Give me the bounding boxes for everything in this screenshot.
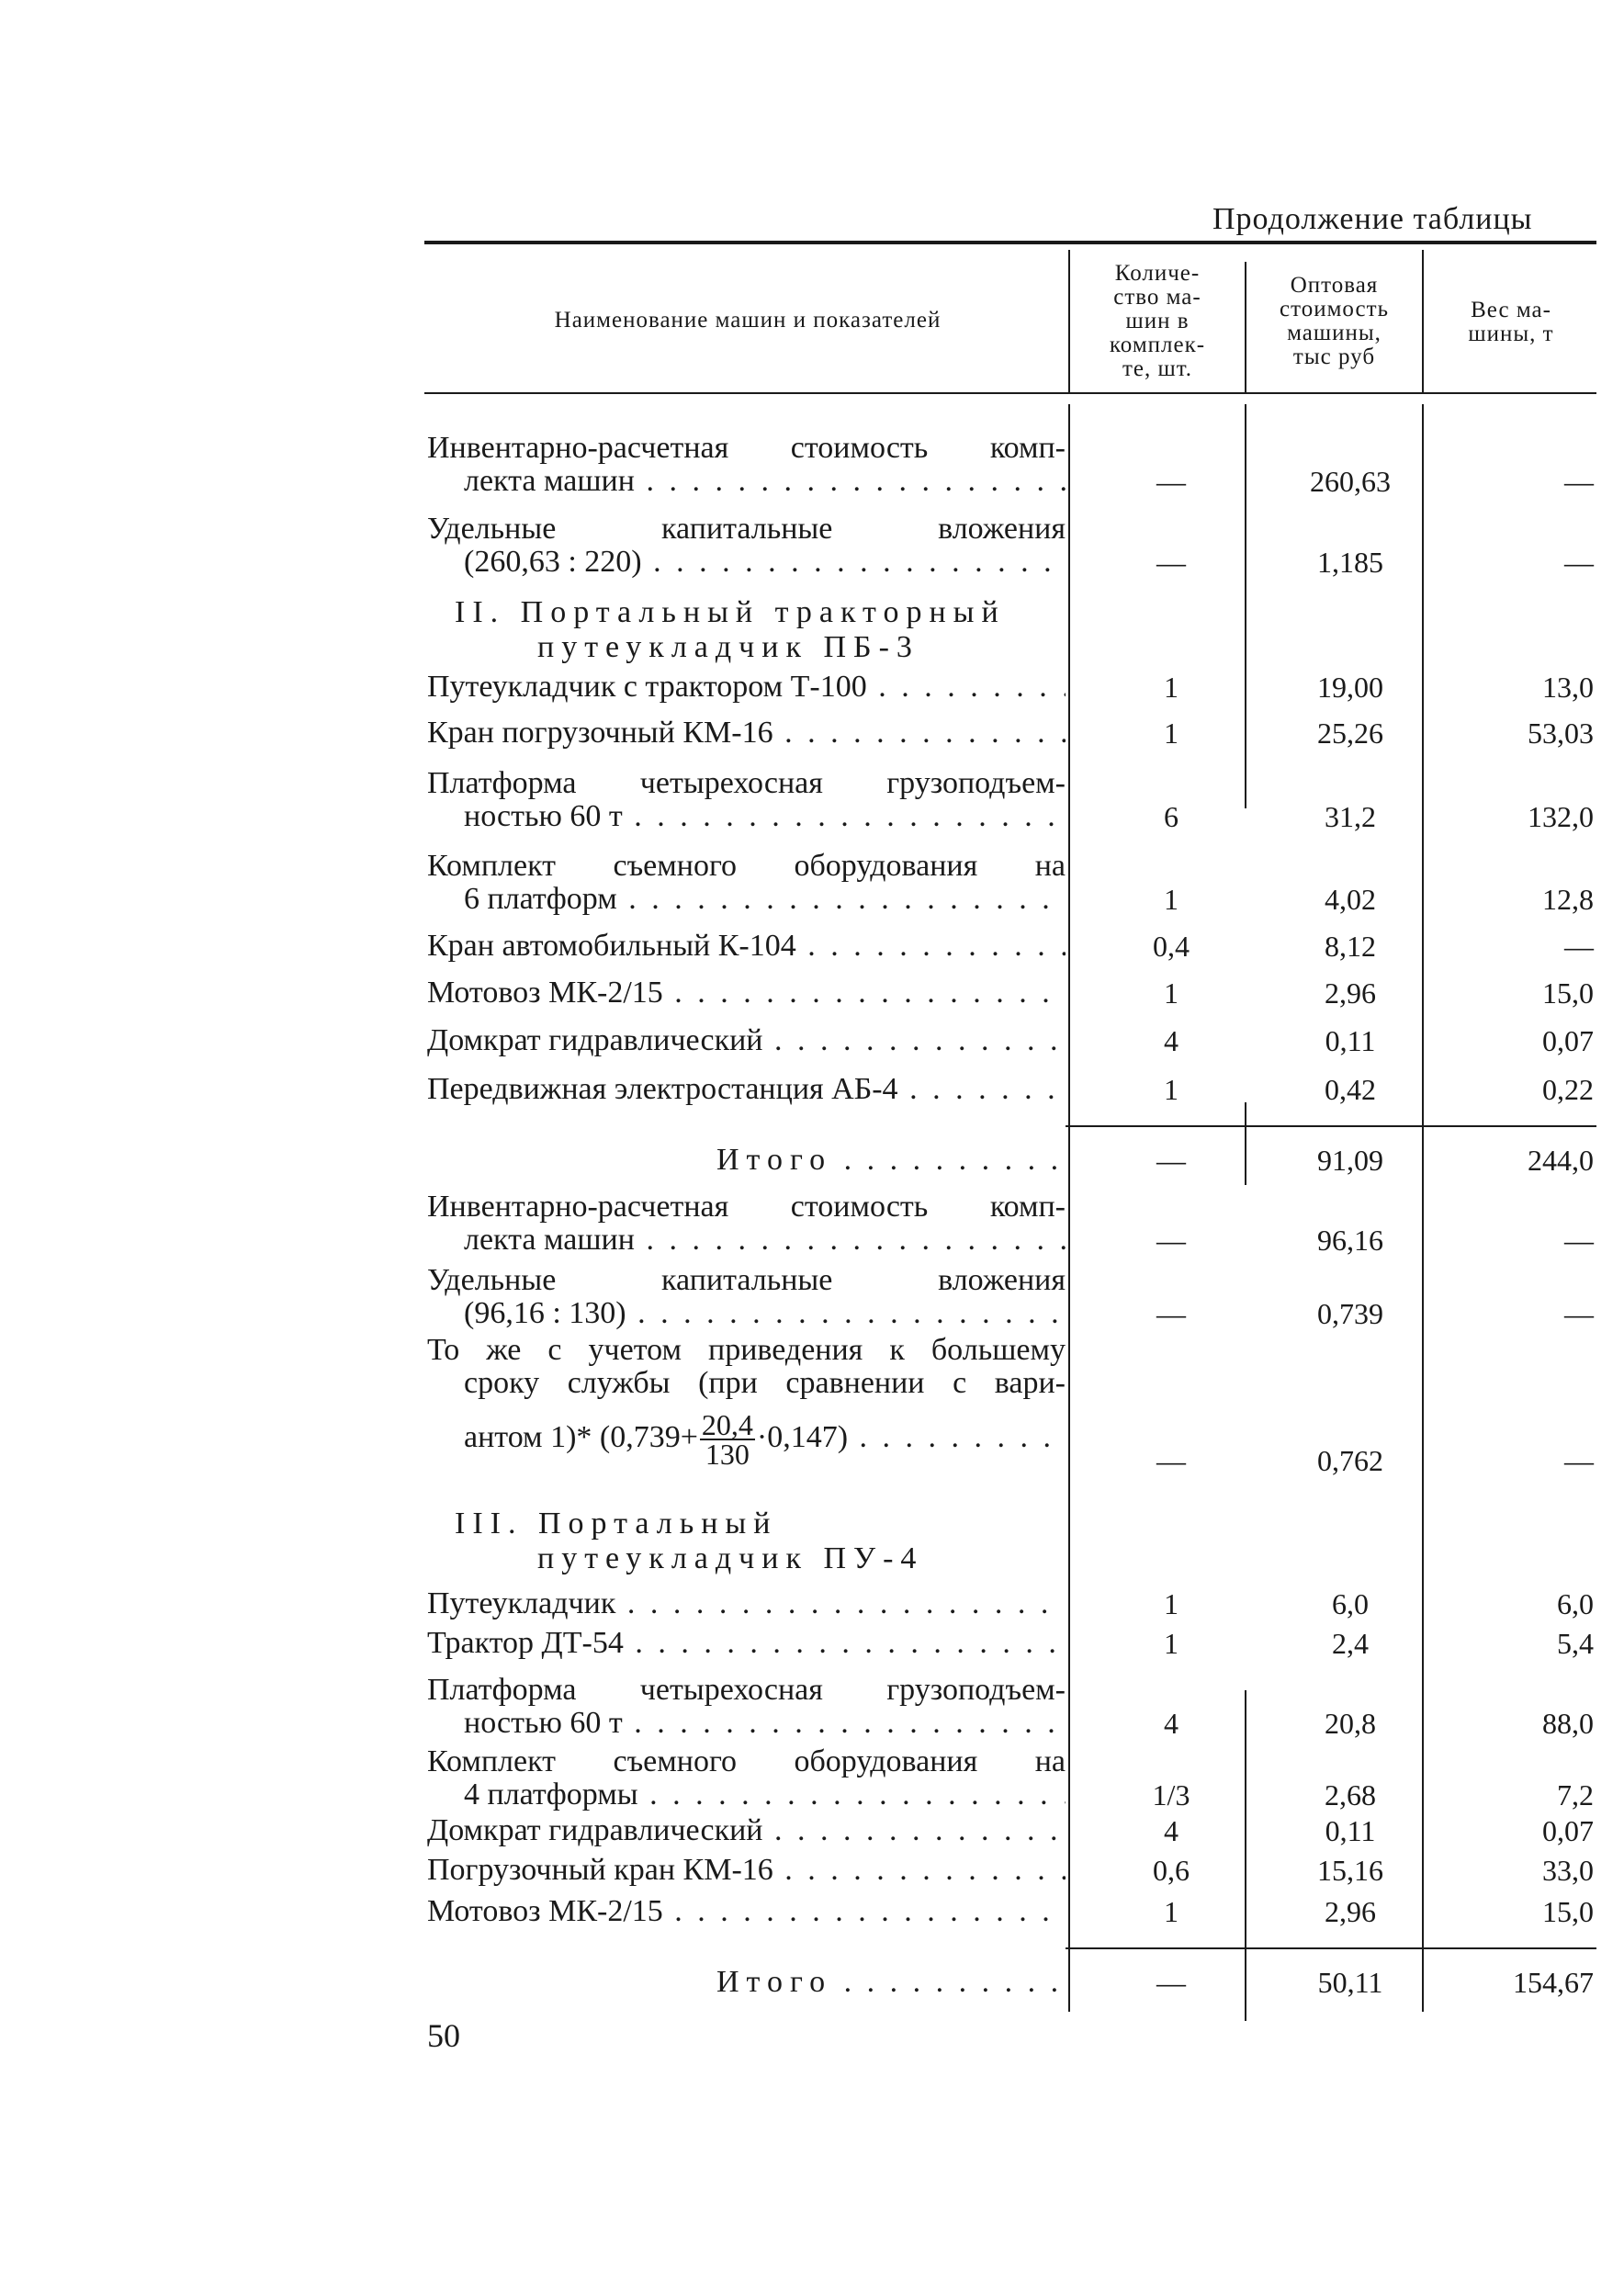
cost-cell: 2,68 [1325, 1778, 1376, 1811]
weight-cell: — [1564, 1444, 1594, 1477]
weight-cell: 7,2 [1557, 1778, 1594, 1811]
body-divider-2c [1245, 1690, 1246, 2021]
row-name [427, 1627, 1066, 1660]
cost-cell: 2,4 [1332, 1627, 1369, 1660]
row-name [427, 1674, 1066, 1740]
weight-cell: 244,0 [1528, 1144, 1594, 1177]
row-name [427, 1073, 1066, 1106]
row-name-line: Инвентарно-расчетная стоимость комп- [427, 1191, 1066, 1224]
cost-cell: 96,16 [1317, 1224, 1383, 1257]
cost-cell: 20,8 [1325, 1707, 1376, 1740]
row-name [427, 1854, 1066, 1887]
row-name-line: лекта машин . . . [427, 465, 1066, 498]
row-name [427, 1264, 1066, 1330]
body-divider-2b [1245, 1102, 1246, 1185]
quantity-cell: — [1156, 465, 1186, 498]
row-name [427, 671, 1066, 704]
quantity-cell: 6 [1164, 800, 1179, 833]
quantity-cell: — [1156, 546, 1186, 579]
total-label-text [427, 1966, 1066, 1999]
cost-cell: 0,762 [1317, 1444, 1383, 1477]
cost-cell: 50,11 [1317, 1966, 1383, 1999]
cost-cell: 0,42 [1325, 1073, 1376, 1106]
header-line: Вес ма- [1471, 298, 1551, 322]
row-name-line: ностью 60 т . . . [427, 1707, 1066, 1740]
weight-cell: — [1564, 546, 1594, 579]
quantity-cell: — [1156, 1144, 1186, 1177]
row-name-line: Кран автомобильный К-104 . . . [427, 930, 1066, 963]
section-heading-line: II. Портальный тракторный [455, 595, 1006, 629]
weight-cell: 0,07 [1542, 1024, 1594, 1057]
body-divider-3 [1422, 404, 1424, 2012]
row-name [427, 1814, 1066, 1847]
header-line: шин в [1125, 309, 1190, 333]
row-name-line: 4 платформы . . . [427, 1778, 1066, 1811]
header-line: ство ма- [1113, 285, 1201, 310]
section-heading-line: путеукладчик ПБ-3 [537, 630, 919, 664]
cost-cell: 0,11 [1325, 1814, 1376, 1847]
row-name [427, 1334, 1066, 1470]
quantity-cell: — [1156, 1966, 1186, 1999]
fraction-denominator: 130 [705, 1438, 750, 1470]
total-word: Итого [716, 1144, 833, 1177]
weight-cell: — [1564, 1224, 1594, 1257]
weight-cell: — [1564, 930, 1594, 963]
cost-cell: 0,739 [1317, 1297, 1383, 1330]
page-number: 50 [427, 2017, 460, 2054]
row-name [427, 850, 1066, 916]
section-heading [427, 1507, 1066, 1576]
quantity-cell: 1 [1164, 671, 1179, 704]
total-label [427, 1144, 1066, 1177]
weight-cell: 15,0 [1542, 976, 1594, 1010]
header-quantity-column [1070, 262, 1245, 381]
row-name [427, 1745, 1066, 1811]
row-name-line: Платформа четырехосная грузоподъем- [427, 1674, 1066, 1707]
row-name-line: Домкрат гидравлический . . . [427, 1814, 1066, 1847]
body-divider-1 [1068, 404, 1070, 2012]
section-heading-line: путеукладчик ПУ-4 [537, 1541, 924, 1575]
row-name-line: Домкрат гидравлический . . . [427, 1024, 1066, 1057]
cost-cell: 2,96 [1325, 976, 1376, 1010]
quantity-cell: 1 [1164, 883, 1179, 916]
formula-start: антом 1)* (0,739+ [464, 1420, 698, 1454]
total-label [427, 1966, 1066, 1999]
cost-cell: 6,0 [1332, 1587, 1369, 1620]
quantity-cell: 1 [1164, 1895, 1179, 1928]
quantity-cell: 1 [1164, 1627, 1179, 1660]
fraction [700, 1408, 755, 1470]
row-name [427, 432, 1066, 498]
header-weight-column [1424, 299, 1598, 346]
row-name-line: сроку службы (при сравнении с вари- [464, 1367, 1066, 1400]
weight-cell: 154,67 [1513, 1966, 1594, 1999]
weight-cell: 53,03 [1528, 717, 1594, 750]
quantity-cell: — [1156, 1444, 1186, 1477]
row-name [427, 767, 1066, 833]
row-name-line: Путеукладчик . . . [427, 1587, 1066, 1620]
weight-cell: 132,0 [1528, 800, 1594, 833]
quantity-cell: 1 [1164, 717, 1179, 750]
row-name-line [427, 1405, 1066, 1470]
cost-cell: 260,63 [1310, 465, 1391, 498]
weight-cell: — [1564, 1297, 1594, 1330]
header-line: стоимость [1280, 297, 1389, 322]
table-top-rule [424, 241, 1596, 244]
row-name-line: Кран погрузочный КМ-16 . . . [427, 717, 1066, 750]
header-line: тыс руб [1292, 344, 1376, 369]
quantity-cell: 4 [1164, 1024, 1179, 1057]
row-name [427, 976, 1066, 1010]
header-line: комплек- [1109, 333, 1206, 357]
cost-cell: 91,09 [1317, 1144, 1383, 1177]
cost-cell: 0,11 [1325, 1024, 1376, 1057]
header-line: машины, [1287, 321, 1382, 345]
quantity-cell: — [1156, 1297, 1186, 1330]
row-name-line: (96,16 : 130) . . . [427, 1297, 1066, 1330]
row-name-line: Путеукладчик с трактором Т-100 . . . [427, 671, 1066, 704]
weight-cell: 5,4 [1557, 1627, 1594, 1660]
row-name [427, 513, 1066, 579]
cost-cell: 4,02 [1325, 883, 1376, 916]
section-heading [427, 595, 1066, 665]
quantity-cell: 4 [1164, 1814, 1179, 1847]
quantity-cell: 1 [1164, 976, 1179, 1010]
body-divider-2a [1245, 404, 1246, 808]
formula-end: ·0,147) [756, 1420, 849, 1454]
weight-cell: 0,07 [1542, 1814, 1594, 1847]
quantity-cell: 0,4 [1153, 930, 1190, 963]
cost-cell: 2,96 [1325, 1895, 1376, 1928]
quantity-cell: 4 [1164, 1707, 1179, 1740]
row-name-line: Платформа четырехосная грузоподъем- [427, 767, 1066, 800]
continuation-label: Продолжение таблицы [1212, 202, 1533, 236]
row-name-line: Комплект съемного оборудования на [427, 1745, 1066, 1778]
row-name-line: Комплект съемного оборудования на [427, 850, 1066, 883]
quantity-cell: 0,6 [1153, 1854, 1190, 1887]
row-name-line: Мотовоз МК-2/15 . . . [427, 976, 1066, 1010]
row-name [427, 1587, 1066, 1620]
row-name-line: Инвентарно-расчетная стоимость комп- [427, 432, 1066, 465]
header-name-column: Наименование машин и показателей [554, 308, 942, 333]
row-name-line: (260,63 : 220) . . . [427, 546, 1066, 579]
row-name-line: То же с учетом приведения к большему [427, 1334, 1066, 1367]
quantity-cell: 1 [1164, 1587, 1179, 1620]
weight-cell: 88,0 [1542, 1707, 1594, 1740]
row-name [427, 930, 1066, 963]
total-word: Итого [716, 1966, 833, 1999]
fraction-numerator: 20,4 [701, 1408, 753, 1442]
row-name-line: Погрузочный кран КМ-16 . . . [427, 1854, 1066, 1887]
row-name-line: Удельные капитальные вложения [427, 513, 1066, 546]
weight-cell: 13,0 [1542, 671, 1594, 704]
cost-cell: 31,2 [1325, 800, 1376, 833]
cost-cell: 25,26 [1317, 717, 1383, 750]
weight-cell: 6,0 [1557, 1587, 1594, 1620]
cost-cell: 15,16 [1317, 1854, 1383, 1887]
row-name [427, 717, 1066, 750]
row-name-line: лекта машин . . . [427, 1224, 1066, 1257]
row-name-line: ностью 60 т . . . [427, 800, 1066, 833]
subtotal-rule [1066, 1125, 1596, 1127]
weight-cell: — [1564, 465, 1594, 498]
total-label-text [427, 1144, 1066, 1177]
header-line: шины, т [1468, 322, 1554, 346]
cost-cell: 19,00 [1317, 671, 1383, 704]
section-heading-line: III. Портальный [455, 1507, 778, 1540]
row-name-line: 6 платформ . . . [427, 883, 1066, 916]
row-name [427, 1191, 1066, 1257]
header-line: те, шт. [1122, 356, 1193, 381]
row-name [427, 1895, 1066, 1928]
weight-cell: 15,0 [1542, 1895, 1594, 1928]
quantity-cell: 1/3 [1152, 1778, 1190, 1811]
header-line: Количе- [1114, 261, 1201, 286]
row-name [427, 1024, 1066, 1057]
header-cost-column [1246, 274, 1422, 369]
weight-cell: 0,22 [1542, 1073, 1594, 1106]
row-name-line: Передвижная электростанция АБ-4 . . . [427, 1073, 1066, 1106]
quantity-cell: — [1156, 1224, 1186, 1257]
row-name-line: Удельные капитальные вложения [427, 1264, 1066, 1297]
row-name-line: Трактор ДТ-54 . . . [427, 1627, 1066, 1660]
cost-cell: 1,185 [1317, 546, 1383, 579]
cost-cell: 8,12 [1325, 930, 1376, 963]
total-rule [1066, 1947, 1596, 1949]
row-name-line: Мотовоз МК-2/15 . . . [427, 1895, 1066, 1928]
header-line: Оптовая [1290, 273, 1379, 298]
header-bottom-rule [424, 392, 1596, 394]
weight-cell: 12,8 [1542, 883, 1594, 916]
weight-cell: 33,0 [1542, 1854, 1594, 1887]
quantity-cell: 1 [1164, 1073, 1179, 1106]
